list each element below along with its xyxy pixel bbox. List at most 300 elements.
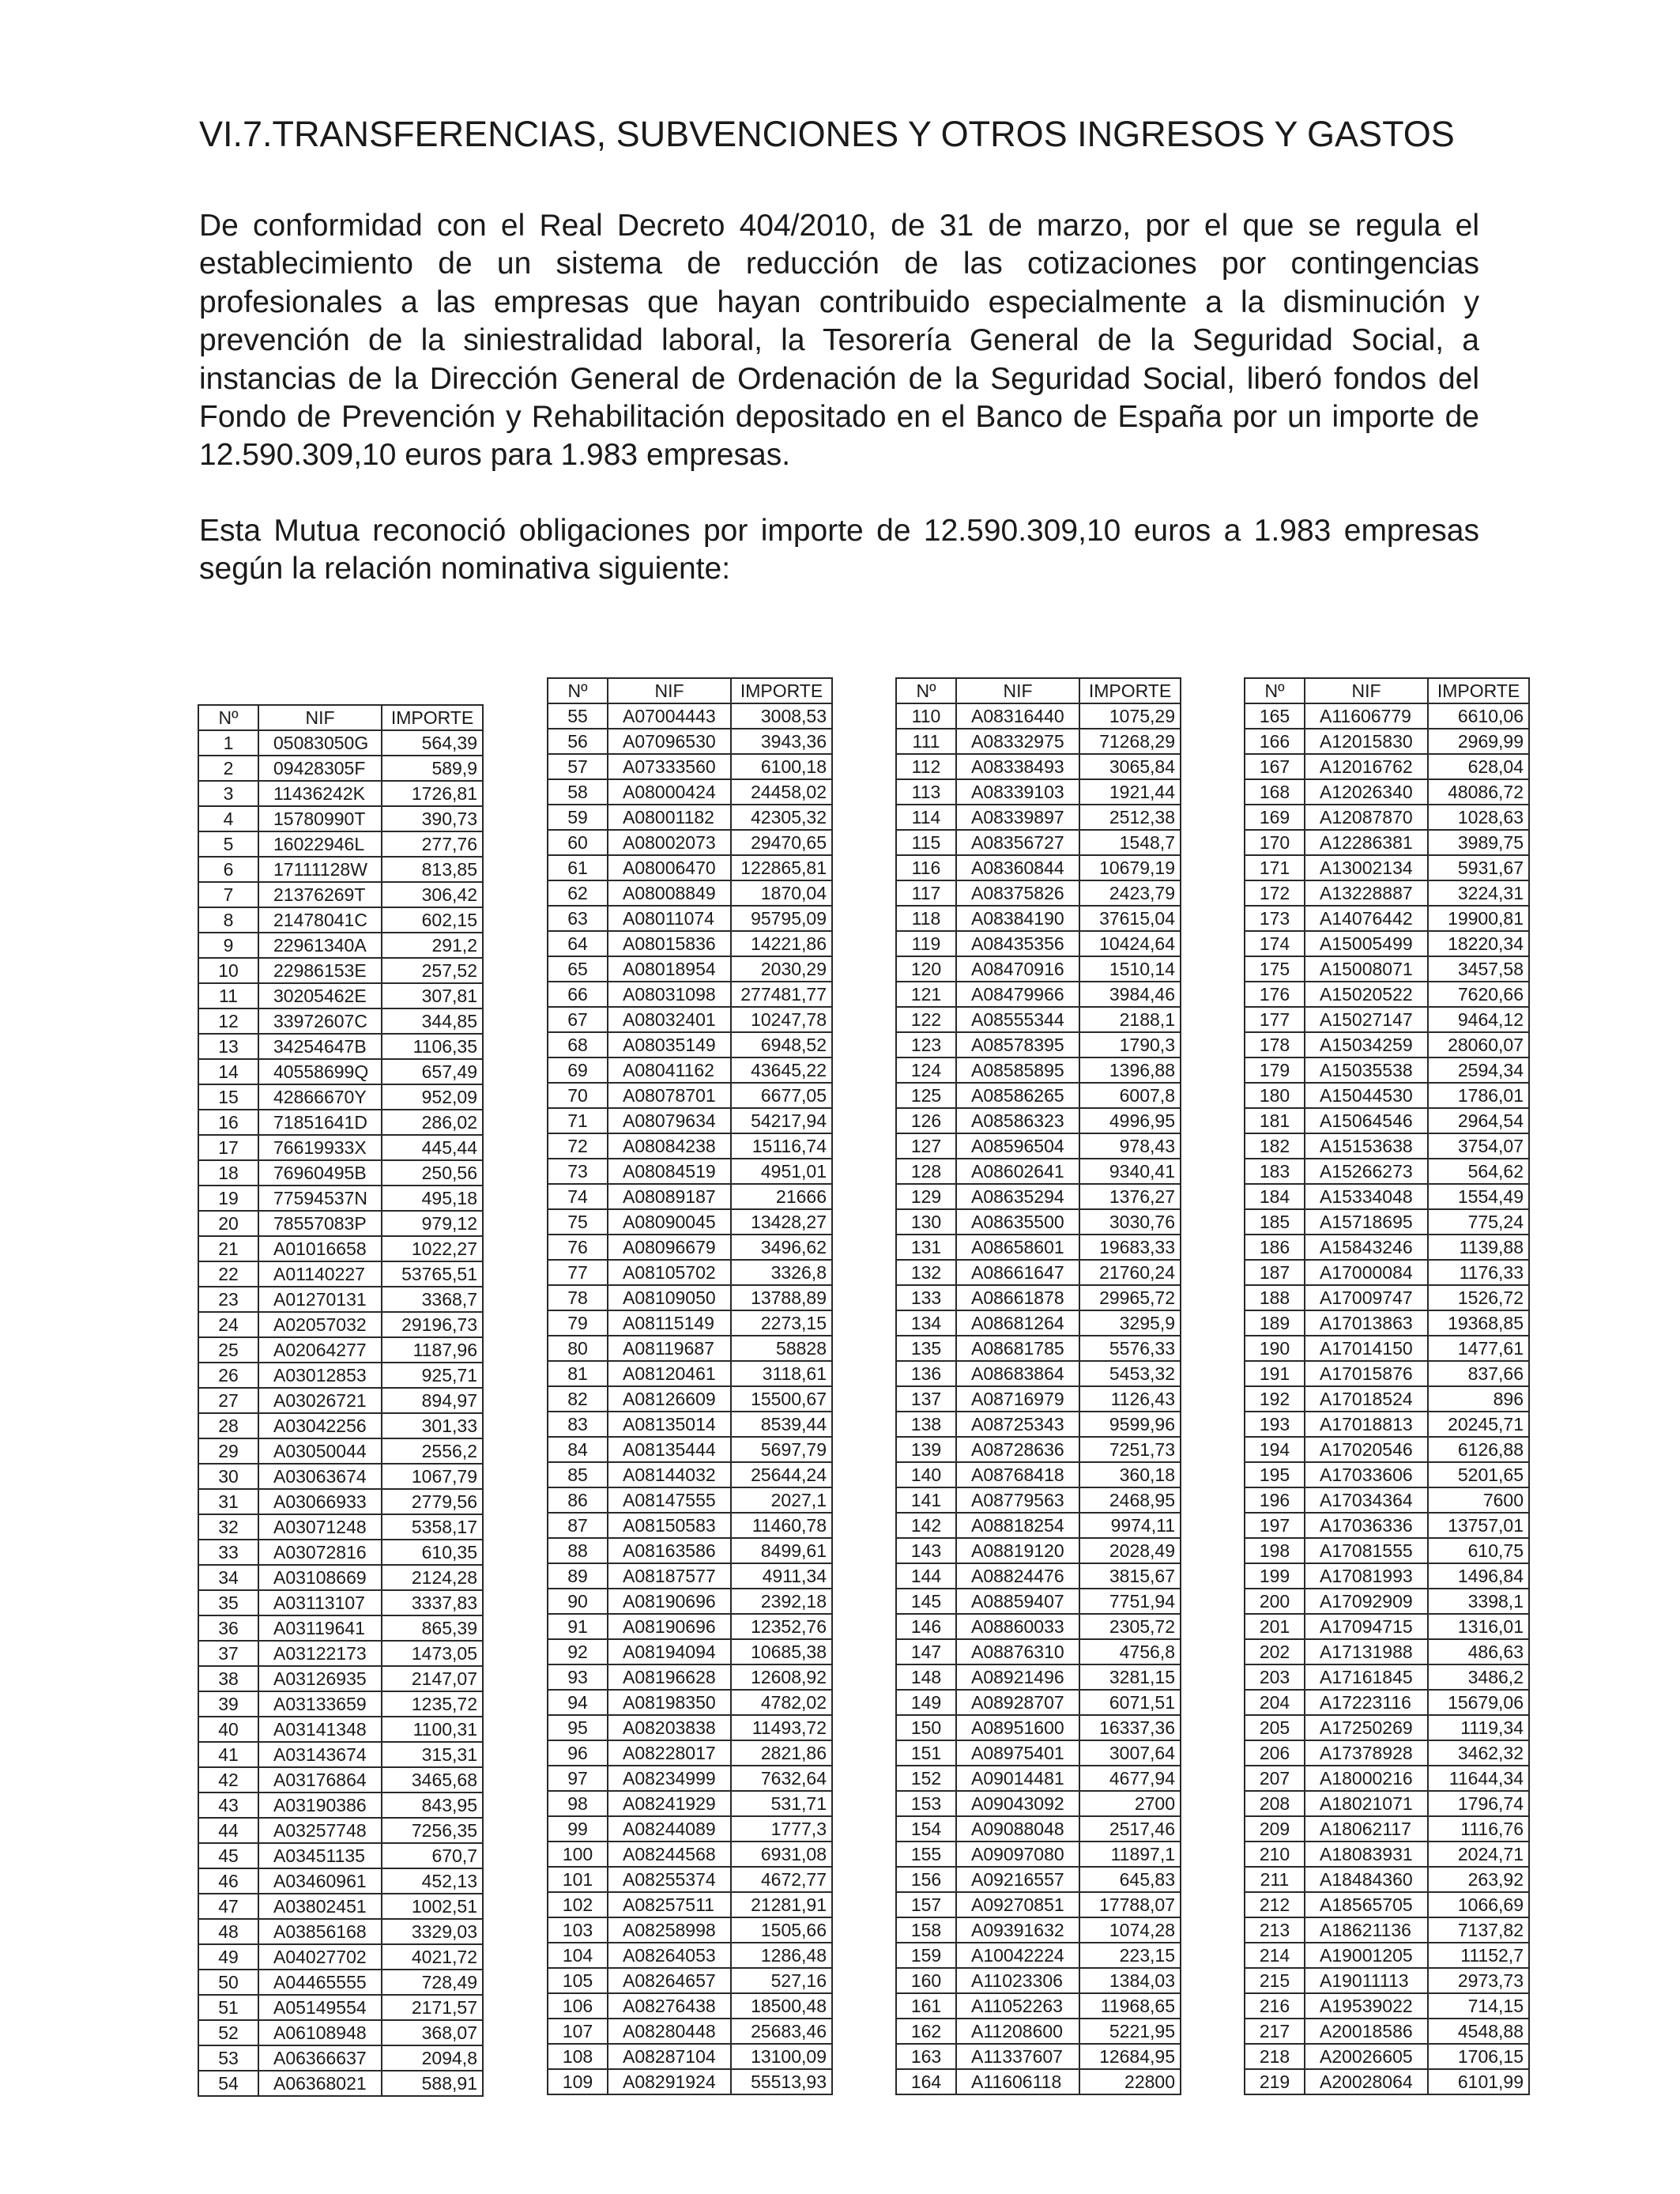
row-nif: A08096679 [608,1235,731,1260]
row-number: 41 [198,1742,258,1767]
row-number: 145 [896,1589,956,1614]
row-nif: A17015876 [1305,1361,1428,1386]
row-number: 140 [896,1462,956,1487]
row-number: 30 [198,1464,258,1489]
table-row [198,1489,483,1514]
row-number: 54 [198,2071,258,2096]
table-row [548,931,832,956]
table-row [548,906,832,931]
row-amount: 12608,92 [731,1664,832,1690]
row-number: 3 [198,781,258,806]
row-number: 167 [1245,754,1305,779]
row-nif: A08084238 [608,1133,731,1159]
row-number: 180 [1245,1083,1305,1108]
row-number: 115 [896,830,956,855]
row-nif: A02064277 [258,1337,382,1363]
row-nif: A03802451 [258,1894,382,1919]
row-number: 23 [198,1287,258,1312]
row-number: 72 [548,1133,608,1159]
row-nif: A15008071 [1305,956,1428,982]
row-nif: A09088048 [956,1816,1079,1842]
row-amount: 4677,94 [1079,1766,1181,1791]
row-nif: 30205462E [258,983,382,1008]
row-amount: 250,56 [382,1160,483,1186]
row-number: 8 [198,907,258,933]
row-nif: A18000216 [1305,1766,1428,1791]
row-nif: A08234999 [608,1766,731,1791]
table-row [198,1565,483,1590]
row-amount: 28060,07 [1428,1032,1529,1057]
table-row [548,1917,832,1943]
row-number: 162 [896,2019,956,2044]
row-nif: A08384190 [956,906,1079,931]
row-number: 5 [198,831,258,857]
table-row [548,1386,832,1412]
row-number: 88 [548,1538,608,1563]
row-number: 135 [896,1336,956,1361]
row-amount: 3065,84 [1079,754,1181,779]
row-amount: 2305,72 [1079,1614,1181,1639]
row-number: 90 [548,1589,608,1614]
row-nif: A08681785 [956,1336,1079,1361]
row-number: 87 [548,1513,608,1538]
table-row [896,703,1181,729]
row-nif: A06366637 [258,2045,382,2071]
row-nif: A08144032 [608,1462,731,1487]
row-number: 11 [198,983,258,1008]
row-amount: 1187,96 [382,1337,483,1363]
row-nif: A18062117 [1305,1816,1428,1842]
table-header-row [1245,678,1529,703]
row-number: 124 [896,1057,956,1083]
row-amount: 2517,46 [1079,1816,1181,1842]
row-number: 109 [548,2069,608,2094]
row-number: 194 [1245,1437,1305,1462]
table-row [1245,1791,1529,1816]
row-number: 19 [198,1186,258,1211]
row-nif: A03066933 [258,1489,382,1514]
row-amount: 3329,03 [382,1919,483,1944]
row-amount: 5931,67 [1428,855,1529,880]
row-number: 172 [1245,880,1305,906]
companies-table-3 [895,677,1181,2095]
row-number: 82 [548,1386,608,1412]
table-row [1245,1766,1529,1791]
table-row [896,1614,1181,1639]
row-number: 185 [1245,1209,1305,1235]
row-amount: 7600 [1428,1487,1529,1513]
table-row [896,1993,1181,2019]
row-amount: 301,33 [382,1413,483,1438]
row-nif: A13002134 [1305,855,1428,880]
row-number: 63 [548,906,608,931]
row-number: 59 [548,805,608,830]
row-amount: 2188,1 [1079,1007,1181,1032]
table-row [1245,1310,1529,1336]
row-nif: A08658601 [956,1235,1079,1260]
row-nif: 42866670Y [258,1084,382,1110]
row-number: 49 [198,1944,258,1970]
row-nif: A08818254 [956,1513,1079,1538]
row-nif: A18484360 [1305,1867,1428,1892]
row-number: 161 [896,1993,956,2019]
row-number: 132 [896,1260,956,1285]
table-row [198,1312,483,1337]
row-number: 204 [1245,1690,1305,1715]
table-row [896,1235,1181,1260]
row-amount: 645,83 [1079,1867,1181,1892]
table-row [896,1968,1181,1993]
row-number: 170 [1245,830,1305,855]
table-row [548,1361,832,1386]
row-nif: A20028064 [1305,2069,1428,2094]
row-amount: 589,9 [382,756,483,781]
row-amount: 29196,73 [382,1312,483,1337]
row-amount: 714,15 [1428,1993,1529,2019]
row-number: 196 [1245,1487,1305,1513]
row-nif: A08332975 [956,729,1079,754]
row-number: 152 [896,1766,956,1791]
row-number: 188 [1245,1285,1305,1310]
table-row [548,1867,832,1892]
table-row [548,1184,832,1209]
nif-header: NIF [956,678,1079,703]
row-amount: 775,24 [1428,1209,1529,1235]
row-amount: 4951,01 [731,1159,832,1184]
row-amount: 13757,01 [1428,1513,1529,1538]
row-amount: 1100,31 [382,1717,483,1742]
table-row [1245,880,1529,906]
row-nif: A15035538 [1305,1057,1428,1083]
row-number: 89 [548,1563,608,1589]
row-nif: A08602641 [956,1159,1079,1184]
row-number: 120 [896,956,956,982]
table-row [896,1361,1181,1386]
row-amount: 527,16 [731,1968,832,1993]
row-amount: 22800 [1079,2069,1181,2094]
row-number: 183 [1245,1159,1305,1184]
row-amount: 1235,72 [382,1691,483,1717]
row-amount: 42305,32 [731,805,832,830]
row-nif: A08228017 [608,1740,731,1766]
row-nif: 05083050G [258,730,382,756]
row-nif: A08276438 [608,1993,731,2019]
row-amount: 1126,43 [1079,1386,1181,1412]
table-row [1245,805,1529,830]
row-amount: 1067,79 [382,1464,483,1489]
table-row [198,1843,483,1868]
row-number: 53 [198,2045,258,2071]
row-number: 18 [198,1160,258,1186]
row-amount: 11493,72 [731,1715,832,1740]
row-amount: 17788,07 [1079,1892,1181,1917]
row-nif: A17223116 [1305,1690,1428,1715]
row-number: 200 [1245,1589,1305,1614]
row-nif: 76960495B [258,1160,382,1186]
row-nif: A08635500 [956,1209,1079,1235]
row-nif: 78557083P [258,1211,382,1236]
table-row [198,1615,483,1641]
row-amount: 2512,38 [1079,805,1181,830]
row-nif: A15044530 [1305,1083,1428,1108]
row-number: 149 [896,1690,956,1715]
row-nif: A15843246 [1305,1235,1428,1260]
row-number: 138 [896,1412,956,1437]
table-row [198,983,483,1008]
row-amount: 1074,28 [1079,1917,1181,1943]
row-amount: 5201,65 [1428,1462,1529,1487]
amount-header: IMPORTE [731,678,832,703]
table-row [548,880,832,906]
table-row [896,1336,1181,1361]
row-number: 136 [896,1361,956,1386]
row-amount: 6610,06 [1428,703,1529,729]
row-nif: A08264657 [608,1968,731,1993]
table-row [198,1717,483,1742]
table-row [1245,1993,1529,2019]
table-row [1245,2069,1529,2094]
row-amount: 277481,77 [731,982,832,1007]
row-nif: A17000084 [1305,1260,1428,1285]
row-amount: 3984,46 [1079,982,1181,1007]
row-amount: 6931,08 [731,1842,832,1867]
row-amount: 3295,9 [1079,1310,1181,1336]
row-amount: 1554,49 [1428,1184,1529,1209]
row-amount: 306,42 [382,882,483,907]
row-amount: 13428,27 [731,1209,832,1235]
row-amount: 531,71 [731,1791,832,1816]
table-row [548,703,832,729]
row-amount: 4548,88 [1428,2019,1529,2044]
row-number: 34 [198,1565,258,1590]
row-number: 164 [896,2069,956,2094]
table-row [1245,779,1529,805]
row-nif: A20018586 [1305,2019,1428,2044]
table-row [548,1209,832,1235]
row-nif: A17036336 [1305,1513,1428,1538]
row-nif: A08728636 [956,1437,1079,1462]
row-amount: 4911,34 [731,1563,832,1589]
row-nif: A08586323 [956,1108,1079,1133]
table-row [548,1032,832,1057]
row-number: 179 [1245,1057,1305,1083]
row-amount: 1075,29 [1079,703,1181,729]
table-row [1245,1842,1529,1867]
row-amount: 2030,29 [731,956,832,982]
table-row [896,1943,1181,1968]
row-nif: A15020522 [1305,982,1428,1007]
table-row [896,1487,1181,1513]
row-number: 43 [198,1793,258,1818]
row-amount: 20245,71 [1428,1412,1529,1437]
row-amount: 3754,07 [1428,1133,1529,1159]
table-row [1245,1057,1529,1083]
row-nif: 17111128W [258,857,382,882]
row-nif: A08824476 [956,1563,1079,1589]
row-nif: A17018524 [1305,1386,1428,1412]
table-row [896,1310,1181,1336]
row-number: 95 [548,1715,608,1740]
table-row [1245,1184,1529,1209]
row-number: 12 [198,1008,258,1034]
row-nif: A12286381 [1305,830,1428,855]
row-number: 202 [1245,1639,1305,1664]
table-row [198,1337,483,1363]
number-header: Nº [198,705,258,730]
row-nif: 21376269T [258,882,382,907]
row-nif: 33972607C [258,1008,382,1034]
row-amount: 19368,85 [1428,1310,1529,1336]
row-amount: 865,39 [382,1615,483,1641]
obligations-paragraph: Esta Mutua reconoció obligaciones por importe de 12.590.309,10 euros a 1.983 empresas según la relación nominativa siguiente: [199,514,1479,586]
table-row [548,1108,832,1133]
table-row [198,1641,483,1666]
row-number: 92 [548,1639,608,1664]
row-amount: 122865,81 [731,855,832,880]
table-row [198,1135,483,1160]
table-row [896,1386,1181,1412]
row-amount: 1790,3 [1079,1032,1181,1057]
row-nif: A01270131 [258,1287,382,1312]
row-number: 141 [896,1487,956,1513]
table-row [548,1690,832,1715]
row-amount: 24458,02 [731,779,832,805]
row-number: 58 [548,779,608,805]
row-amount: 2594,34 [1428,1057,1529,1083]
table-row [198,1413,483,1438]
table-row [548,982,832,1007]
table-row [548,1437,832,1462]
row-nif: A08921496 [956,1664,1079,1690]
row-nif: A03119641 [258,1615,382,1641]
table-row [1245,1235,1529,1260]
table-row [1245,2019,1529,2044]
row-number: 134 [896,1310,956,1336]
row-nif: A11606118 [956,2069,1079,2094]
row-nif: A08876310 [956,1639,1079,1664]
table-row [1245,1412,1529,1437]
row-number: 187 [1245,1260,1305,1285]
table-row [198,933,483,958]
table-row [1245,906,1529,931]
row-amount: 1022,27 [382,1236,483,1261]
row-nif: A08078701 [608,1083,731,1108]
table-header-row [548,678,832,703]
row-number: 127 [896,1133,956,1159]
row-amount: 9464,12 [1428,1007,1529,1032]
row-number: 39 [198,1691,258,1717]
row-number: 215 [1245,1968,1305,1993]
row-number: 169 [1245,805,1305,830]
row-nif: A08338493 [956,754,1079,779]
row-nif: A08596504 [956,1133,1079,1159]
row-number: 126 [896,1108,956,1133]
row-nif: A08031098 [608,982,731,1007]
row-number: 20 [198,1211,258,1236]
row-nif: A03133659 [258,1691,382,1717]
table-row [1245,1260,1529,1285]
table-row [198,2071,483,2096]
row-amount: 19900,81 [1428,906,1529,931]
table-row [548,855,832,880]
table-row [548,779,832,805]
table-row [896,729,1181,754]
table-row [1245,1664,1529,1690]
row-number: 27 [198,1388,258,1413]
table-row [548,1943,832,1968]
companies-table-2 [547,677,833,2095]
row-amount: 4021,72 [382,1944,483,1970]
row-number: 195 [1245,1462,1305,1487]
row-amount: 8539,44 [731,1412,832,1437]
section-title: VI.7.TRANSFERENCIAS, SUBVENCIONES Y OTROS INGRESOS Y GASTOS [199,114,1455,154]
row-number: 73 [548,1159,608,1184]
row-nif: A15153638 [1305,1133,1428,1159]
row-number: 66 [548,982,608,1007]
row-amount: 48086,72 [1428,779,1529,805]
row-number: 36 [198,1615,258,1641]
table-row [896,1690,1181,1715]
row-nif: A08163586 [608,1538,731,1563]
row-amount: 16337,36 [1079,1715,1181,1740]
row-number: 192 [1245,1386,1305,1412]
row-nif: A01140227 [258,1261,382,1287]
table-row [896,1083,1181,1108]
row-amount: 1119,34 [1428,1715,1529,1740]
row-nif: A03176864 [258,1767,382,1793]
row-number: 118 [896,906,956,931]
row-nif: A12015830 [1305,729,1428,754]
row-number: 197 [1245,1513,1305,1538]
table-row [198,1084,483,1110]
row-amount: 1921,44 [1079,779,1181,805]
row-amount: 3462,32 [1428,1740,1529,1766]
row-nif: A04027702 [258,1944,382,1970]
row-amount: 2124,28 [382,1565,483,1590]
row-number: 214 [1245,1943,1305,1968]
row-number: 47 [198,1894,258,1919]
table-row [198,1995,483,2020]
row-amount: 4782,02 [731,1690,832,1715]
row-number: 46 [198,1868,258,1894]
row-amount: 2147,07 [382,1666,483,1691]
row-number: 176 [1245,982,1305,1007]
row-number: 7 [198,882,258,907]
row-amount: 223,15 [1079,1943,1181,1968]
row-number: 83 [548,1412,608,1437]
row-number: 128 [896,1159,956,1184]
row-amount: 29965,72 [1079,1285,1181,1310]
table-row [1245,1083,1529,1108]
row-nif: A08001182 [608,805,731,830]
row-nif: A03460961 [258,1868,382,1894]
row-amount: 21281,91 [731,1892,832,1917]
row-amount: 3368,7 [382,1287,483,1312]
table-row [198,730,483,756]
row-number: 174 [1245,931,1305,956]
table-row [896,982,1181,1007]
row-nif: A12016762 [1305,754,1428,779]
table-row [1245,1943,1529,1968]
table-row [198,2020,483,2045]
number-header: Nº [1245,678,1305,703]
row-amount: 1106,35 [382,1034,483,1059]
row-number: 100 [548,1842,608,1867]
table-row [896,1285,1181,1310]
row-number: 147 [896,1639,956,1664]
row-number: 153 [896,1791,956,1816]
row-nif: A17034364 [1305,1487,1428,1513]
